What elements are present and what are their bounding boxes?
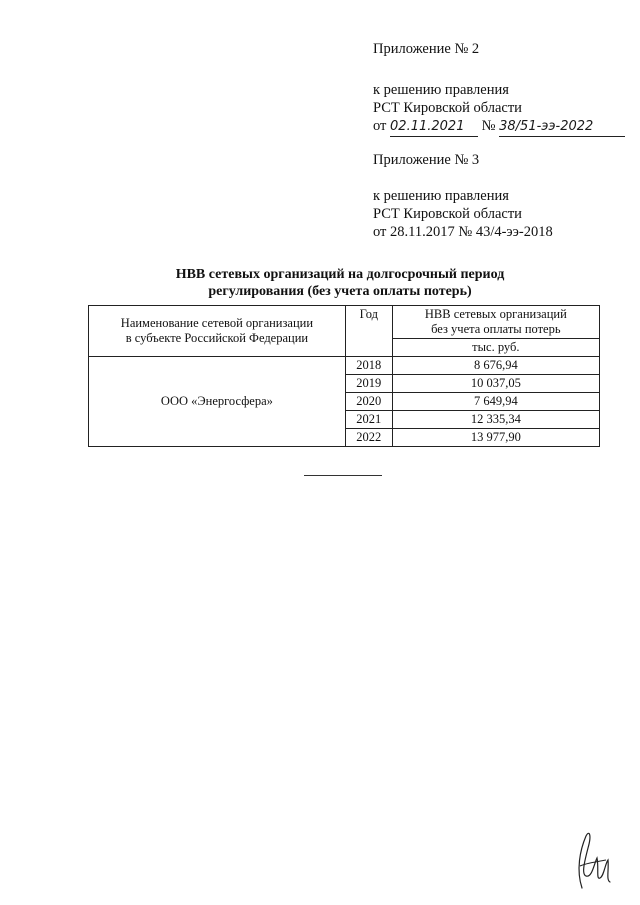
value-cell: 7 649,94	[392, 393, 599, 411]
section-divider	[304, 475, 382, 476]
appendix-3-line1: к решению правления	[373, 188, 509, 204]
header-value	[392, 306, 599, 339]
document-title	[120, 266, 560, 300]
value-cell: 13 977,90	[392, 429, 599, 447]
appendix-2-line1: к решению правления	[373, 82, 509, 98]
title-line-1: НВВ сетевых организаций на долгосрочный период	[175, 267, 505, 282]
year-cell: 2021	[345, 411, 392, 429]
number-prefix: №	[481, 118, 496, 134]
year-cell: 2018	[345, 357, 392, 375]
value-cell: 8 676,94	[392, 357, 599, 375]
value-cell: 10 037,05	[392, 375, 599, 393]
handwritten-signature	[572, 830, 612, 892]
table-header-row	[89, 306, 600, 339]
nvv-table	[88, 305, 600, 447]
appendix-3-line2: РСТ Кировской области	[373, 206, 522, 222]
appendix-3-title: Приложение № 3	[373, 152, 480, 168]
handwritten-date: 02.11.2021	[390, 118, 478, 137]
appendix-2-line2: РСТ Кировской области	[373, 100, 522, 116]
header-organization-line1: Наименование сетевой организации	[120, 316, 314, 330]
appendix-2-date-line	[373, 117, 625, 137]
value-cell: 12 335,34	[392, 411, 599, 429]
header-organization-line2: в субъекте Российской Федерации	[125, 331, 309, 345]
appendix-2-title: Приложение № 2	[373, 41, 480, 57]
appendix-3-decision	[373, 187, 553, 241]
appendix-2-decision	[373, 81, 625, 137]
appendix-3-line3: от 28.11.2017 № 43/4-ээ-2018	[373, 224, 553, 240]
year-cell: 2020	[345, 393, 392, 411]
title-line-2: регулирования (без учета оплаты потерь)	[208, 284, 472, 299]
table-row	[89, 357, 600, 375]
year-cell: 2019	[345, 375, 392, 393]
header-year: Год	[345, 306, 392, 357]
date-prefix: от	[373, 118, 387, 134]
header-unit: тыс. руб.	[392, 339, 599, 357]
appendix-2-block	[373, 40, 479, 58]
header-value-line2: без учета оплаты потерь	[431, 322, 561, 336]
header-organization	[89, 306, 346, 357]
year-cell: 2022	[345, 429, 392, 447]
header-value-line1: НВВ сетевых организаций	[424, 307, 567, 321]
handwritten-number: 38/51-ээ-2022	[499, 118, 625, 137]
organization-cell: ООО «Энергосфера»	[89, 357, 346, 447]
appendix-3-block	[373, 151, 479, 169]
